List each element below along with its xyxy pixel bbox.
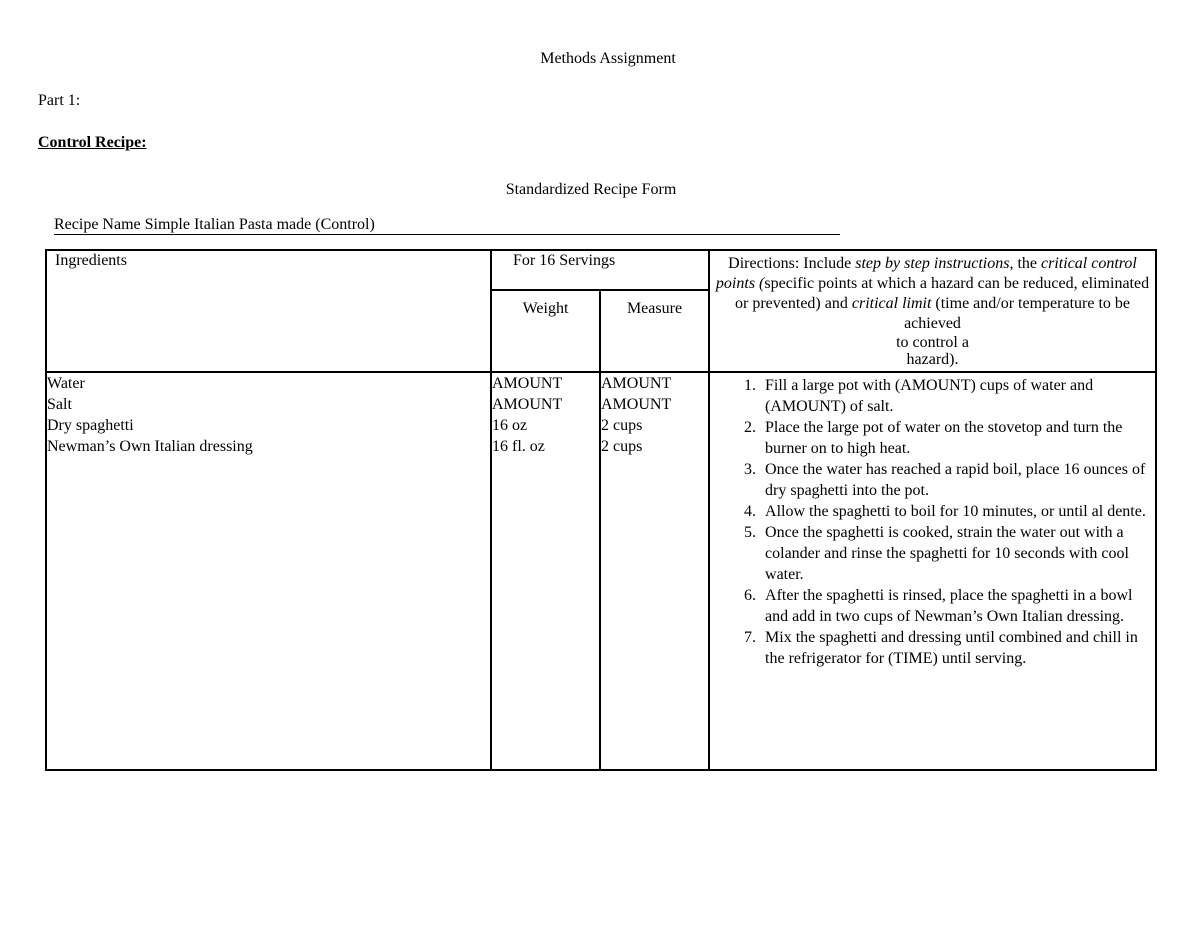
ingredients-cell: [46, 372, 491, 770]
weight-item: AMOUNT: [492, 396, 563, 413]
directions-intro: Directions: Include: [728, 255, 856, 272]
step-text: Place the large pot of water on the stovetop and turn the burner on to high heat.: [765, 419, 1123, 457]
recipe-name-line: [54, 216, 840, 235]
recipe-table: [45, 249, 1157, 771]
step-text: Once the water has reached a rapid boil, place 16 ounces of dry spaghetti into the pot.: [765, 461, 1146, 499]
measure-item: AMOUNT: [601, 396, 672, 413]
measure-item: AMOUNT: [601, 375, 672, 392]
header-weight: Weight: [491, 290, 600, 372]
recipe-name-label: Recipe Name: [54, 216, 141, 233]
section-heading: Control Recipe:: [38, 134, 147, 151]
measure-item: 2 cups: [601, 417, 643, 434]
direction-step: [710, 627, 1155, 669]
directions-cell: [709, 372, 1156, 770]
step-text: Once the spaghetti is cooked, strain the water out with a colander and rinse the spaghetti for 10 seconds with cool water.: [765, 524, 1129, 583]
step-number: 3.: [744, 461, 757, 478]
direction-step: [710, 417, 1155, 459]
weight-item: 16 fl. oz: [492, 438, 545, 455]
header-directions: [709, 250, 1156, 372]
directions-ccp: critical control points (: [715, 255, 1137, 292]
measures-cell: [600, 372, 709, 770]
part-label: Part 1:: [38, 92, 81, 109]
step-text: Allow the spaghetti to boil for 10 minutes, or until al dente.: [765, 503, 1146, 520]
step-number: 2.: [744, 419, 757, 436]
document-title: Methods Assignment: [540, 50, 676, 67]
ingredient-item: Dry spaghetti: [47, 417, 134, 434]
directions-ccp-def: specific points at which a hazard can be reduced, eliminated or prevented) and: [735, 275, 1150, 312]
directions-hazard: hazard).: [906, 351, 959, 368]
header-measure: Measure: [600, 290, 709, 372]
step-number: 4.: [744, 503, 757, 520]
step-text: Mix the spaghetti and dressing until combined and chill in the refrigerator for (TIME) until serving.: [765, 629, 1138, 667]
form-title: Standardized Recipe Form: [505, 181, 677, 198]
step-number: 7.: [744, 629, 757, 646]
measure-item: 2 cups: [601, 438, 643, 455]
direction-step: [710, 459, 1155, 501]
directions-list: [710, 373, 1155, 669]
directions-sep: , the: [1009, 255, 1042, 272]
ingredient-item: Water: [47, 375, 85, 392]
direction-step: [710, 522, 1155, 585]
directions-step-by-step: step by step instructions: [855, 255, 1010, 272]
direction-step: [710, 585, 1155, 627]
directions-critical-limit: critical limit: [851, 295, 932, 312]
direction-step: [710, 375, 1155, 417]
ingredient-item: Salt: [47, 396, 72, 413]
step-number: 6.: [744, 587, 757, 604]
direction-step: [710, 501, 1155, 522]
header-servings: For 16 Servings: [491, 250, 709, 290]
step-number: 5.: [744, 524, 757, 541]
step-number: 1.: [744, 377, 757, 394]
weight-item: AMOUNT: [492, 375, 563, 392]
header-ingredients: Ingredients: [46, 250, 491, 372]
weights-cell: [491, 372, 600, 770]
step-text: After the spaghetti is rinsed, place the spaghetti in a bowl and add in two cups of Newman’s Own Italian dressing.: [765, 587, 1133, 625]
recipe-name-value: Simple Italian Pasta made (Control): [140, 216, 375, 233]
weight-item: 16 oz: [492, 417, 528, 434]
directions-control: to control a: [896, 334, 969, 351]
directions-limit-def: (time and/or temperature to be achieved: [904, 295, 1130, 332]
step-text: Fill a large pot with (AMOUNT) cups of water and (AMOUNT) of salt.: [765, 377, 1094, 415]
ingredient-item: Newman’s Own Italian dressing: [47, 438, 253, 455]
